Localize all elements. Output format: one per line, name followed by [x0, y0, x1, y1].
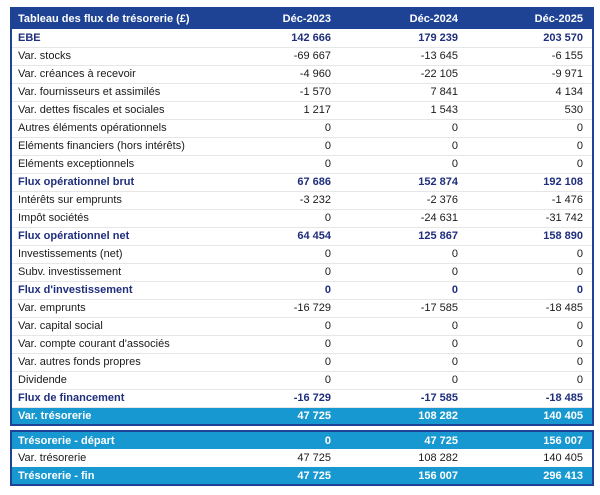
cell-value: -6 155	[551, 50, 583, 62]
row-label: Autres éléments opérationnels	[18, 122, 167, 134]
table-row	[11, 245, 593, 263]
cell-value: 0	[324, 338, 331, 350]
row-label: Var. capital social	[18, 320, 103, 332]
cell-value: 7 841	[430, 86, 458, 98]
cell-value: 4 134	[555, 86, 583, 98]
cell-value: 152 874	[418, 176, 458, 188]
cell-value: 0	[576, 158, 583, 170]
row-label: Eléments financiers (hors intérêts)	[18, 140, 185, 152]
cell-value: 0	[324, 434, 331, 447]
cell-value: 203 570	[543, 31, 583, 44]
cell-value: 0	[324, 356, 331, 368]
table-header-row	[11, 8, 593, 29]
cell-value: 156 007	[418, 469, 458, 482]
cell-value: 0	[324, 320, 331, 332]
cell-value: 0	[451, 122, 458, 134]
cell-value: 0	[451, 140, 458, 152]
cell-value: -18 485	[545, 392, 583, 404]
column-header-dec-2025: Déc-2025	[467, 8, 593, 29]
cash-flow-table	[10, 7, 594, 426]
cell-value: 0	[451, 266, 458, 278]
cell-value: -22 105	[420, 68, 458, 80]
cell-value: -16 729	[293, 392, 331, 404]
cell-value: 47 725	[297, 469, 331, 482]
cell-value: 0	[576, 122, 583, 134]
row-label: Trésorerie - fin	[18, 469, 95, 482]
cell-value: 192 108	[543, 176, 583, 188]
row-label: Var. compte courant d'associés	[18, 338, 170, 350]
cell-value: 0	[576, 248, 583, 260]
cell-value: 47 725	[424, 434, 458, 447]
table-row	[11, 155, 593, 173]
cell-value: 0	[576, 374, 583, 386]
table-row	[11, 173, 593, 191]
cell-value: 0	[576, 140, 583, 152]
row-label: Flux d'investissement	[18, 284, 133, 296]
cell-value: 64 454	[297, 230, 331, 242]
cell-value: 156 007	[543, 434, 583, 447]
cell-value: 0	[451, 356, 458, 368]
cell-value: -17 585	[420, 302, 458, 314]
cell-value: -4 960	[299, 68, 331, 80]
table-row	[11, 335, 593, 353]
row-label: Var. trésorerie	[18, 409, 92, 422]
cell-value: -24 631	[420, 212, 458, 224]
row-label: EBE	[18, 31, 41, 44]
table-row	[11, 449, 593, 467]
cell-value: 0	[576, 266, 583, 278]
cell-value: 0	[451, 320, 458, 332]
cell-value: 0	[576, 320, 583, 332]
row-label: Var. autres fonds propres	[18, 356, 141, 368]
column-header-dec-2024: Déc-2024	[340, 8, 467, 29]
table-row	[11, 227, 593, 245]
table-row	[11, 83, 593, 101]
table-row	[11, 209, 593, 227]
table-row	[11, 467, 593, 485]
row-label: Var. dettes fiscales et sociales	[18, 104, 165, 116]
cell-value: 0	[324, 140, 331, 152]
cell-value: 0	[451, 374, 458, 386]
cell-value: 108 282	[418, 409, 458, 422]
cell-value: 0	[451, 248, 458, 260]
table-row	[11, 431, 593, 449]
table-row	[11, 281, 593, 299]
cell-value: 0	[576, 356, 583, 368]
table-row	[11, 371, 593, 389]
cell-value: -31 742	[545, 212, 583, 224]
cell-value: -3 232	[299, 194, 331, 206]
table-row	[11, 263, 593, 281]
cell-value: 142 666	[291, 31, 331, 44]
cell-value: 0	[324, 266, 331, 278]
row-label: Flux de financement	[18, 392, 125, 404]
cell-value: -1 570	[299, 86, 331, 98]
cell-value: -13 645	[420, 50, 458, 62]
row-label: Var. trésorerie	[18, 452, 87, 464]
cell-value: 125 867	[418, 230, 458, 242]
cell-value: 158 890	[543, 230, 583, 242]
cell-value: 0	[576, 284, 583, 296]
treasury-summary-table	[10, 430, 594, 486]
table-row	[11, 407, 593, 425]
row-label: Var. créances à recevoir	[18, 68, 136, 80]
cell-value: -17 585	[420, 392, 458, 404]
cell-value: -69 667	[293, 50, 331, 62]
table-row	[11, 191, 593, 209]
cell-value: 0	[324, 284, 331, 296]
row-label: Flux opérationnel brut	[18, 176, 135, 188]
cell-value: -18 485	[545, 302, 583, 314]
cell-value: -1 476	[551, 194, 583, 206]
cell-value: 140 405	[543, 409, 583, 422]
cell-value: 0	[576, 338, 583, 350]
cell-value: 530	[564, 104, 583, 116]
cell-value: 67 686	[297, 176, 331, 188]
cell-value: 0	[324, 248, 331, 260]
row-label: Trésorerie - départ	[18, 434, 115, 447]
cell-value: 0	[324, 374, 331, 386]
table-row	[11, 101, 593, 119]
row-label: Intérêts sur emprunts	[18, 194, 122, 206]
table-row	[11, 299, 593, 317]
row-label: Flux opérationnel net	[18, 230, 130, 242]
cell-value: 47 725	[297, 452, 331, 464]
row-label: Var. stocks	[18, 50, 71, 62]
row-label: Subv. investissement	[18, 266, 122, 278]
cell-value: 0	[451, 158, 458, 170]
cell-value: 140 405	[543, 452, 583, 464]
table-title: Tableau des flux de trésorerie (£)	[11, 8, 213, 29]
cell-value: 0	[451, 338, 458, 350]
cell-value: 1 217	[303, 104, 331, 116]
cell-value: 296 413	[543, 469, 583, 482]
cell-value: 0	[324, 122, 331, 134]
cell-value: 179 239	[418, 31, 458, 44]
table-row	[11, 317, 593, 335]
cell-value: 1 543	[430, 104, 458, 116]
cell-value: 108 282	[418, 452, 458, 464]
row-label: Dividende	[18, 374, 67, 386]
row-label: Var. fournisseurs et assimilés	[18, 86, 161, 98]
cell-value: 0	[324, 212, 331, 224]
table-row	[11, 353, 593, 371]
table-row	[11, 65, 593, 83]
cell-value: -2 376	[426, 194, 458, 206]
cell-value: -9 971	[551, 68, 583, 80]
cell-value: -16 729	[293, 302, 331, 314]
column-header-dec-2023: Déc-2023	[213, 8, 340, 29]
cash-flow-report	[10, 7, 592, 486]
table-row	[11, 47, 593, 65]
row-label: Var. emprunts	[18, 302, 86, 314]
cell-value: 0	[451, 284, 458, 296]
cell-value: 0	[324, 158, 331, 170]
table-row	[11, 119, 593, 137]
table-row	[11, 29, 593, 47]
row-label: Investissements (net)	[18, 248, 123, 260]
row-label: Eléments exceptionnels	[18, 158, 135, 170]
table-row	[11, 137, 593, 155]
row-label: Impôt sociétés	[18, 212, 89, 224]
cell-value: 47 725	[297, 409, 331, 422]
table-row	[11, 389, 593, 407]
